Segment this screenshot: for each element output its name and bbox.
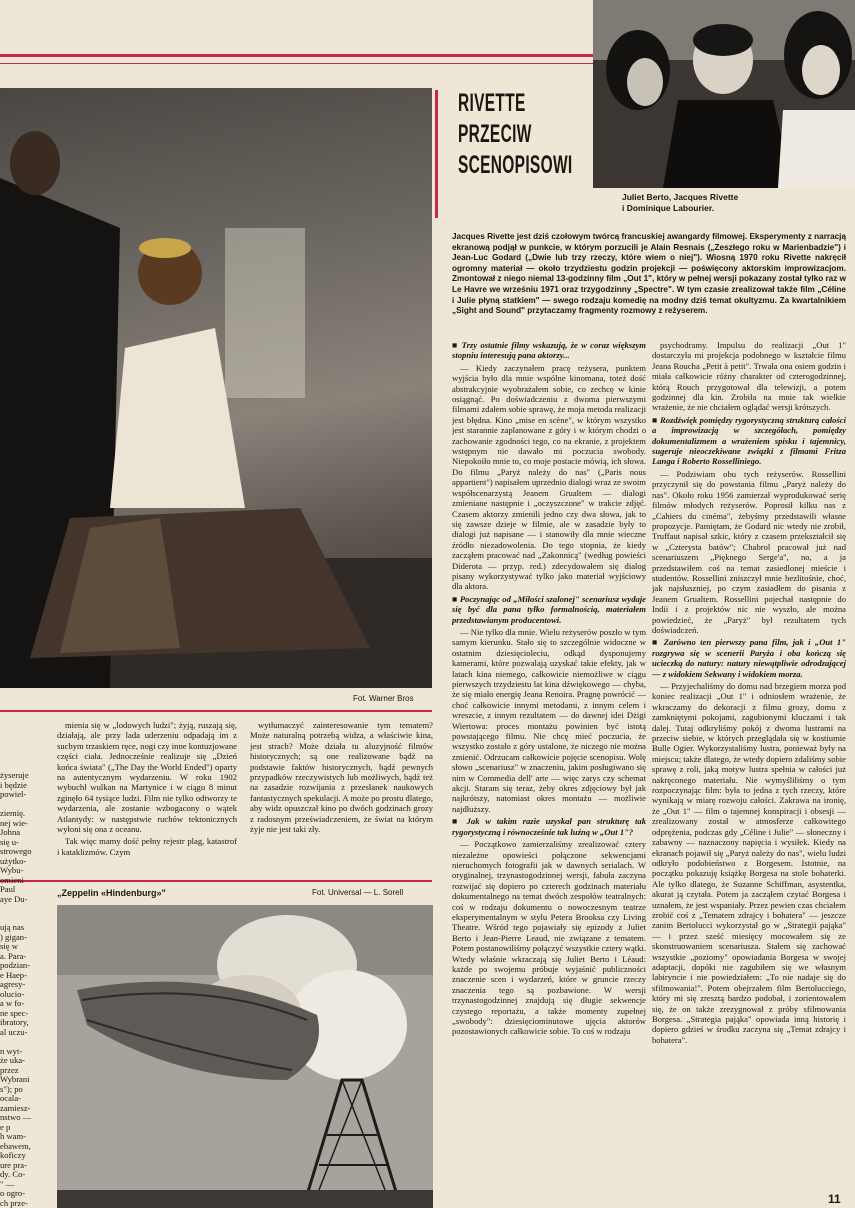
cut-line [0,799,40,809]
cut-line: przez [0,1064,19,1075]
cut-line: e Haep- [0,969,27,980]
zeppelin-red-rule [0,710,432,712]
cut-line: ebawem, [0,1140,31,1151]
cut-line: a w fo- [0,998,25,1008]
cut-line: ują nas [0,922,25,932]
page-number: 11 [828,1192,841,1206]
cut-line: ) gigan- [0,931,27,942]
paragraph: wytłumaczyć zainteresowanie tym tematem? Może naturalną potrzebą widza, a właściwie kina, jest strach? Może działa tu aluzyjność filmów historycznych; są one realizowane bądź na podstawie faktów historycznych, bądź pewnych przypadków rzeczywistych lub możliwych, bądź też na zasadzie rozwijania z przesłanek naukowych fantastycznych spekulacji. A może po prostu dlatego, aby widz opuszczał kino po dwóch godzinach grozy z radosnym przeświadczeniem, że świat na którym żyje nie jest taki zły. [250,720,433,835]
cut-line: się w [0,941,18,951]
cut-line: i będzie [0,779,27,790]
cut-line: ocala- [0,1093,21,1103]
cut-line: ziemię. [0,808,26,818]
cut-line: a. Para- [0,950,27,961]
cut-line: dy. Co- [0,1169,26,1179]
cut-line: strowego [0,846,32,856]
cut-line: się u- [0,836,19,847]
bottom-red-rule [0,880,432,882]
cut-line: agresy- [0,979,26,989]
cut-line: s"); po [0,1083,23,1094]
interview-question: ■ Trzy ostatnie filmy wskazują, że w coraz większym stopniu interesują pana aktorzy... [452,340,646,361]
paragraph: mienia się w „lodowych ludzi"; żyją, ruszają się, działają, ale przy lada uderzeniu odpadają im z suchym trzaskiem ręce, nogi czy inne kontuzjowane części ciała. Jednocześnie realizuje się „Dzień końca świata" („The Day the World Ended") oparty na autentycznym wydarzeniu. W roku 1902 wybuchł wulkan na Martynice i w ciągu 8 minut zginęło 64 tysiące ludzi. Film nie tylko odtworzy te wydarzenia, ale zostanie wzbogacony o wątek Atlantydy: w następstwie ruchów tektonicznych wyłoni się ona z oceanu. [57,720,237,835]
zeppelin-credit: Fot. Universal — L. Sorell [312,888,404,897]
interview-answer: — Podziwiam obu tych reżyserów. Rossellini przyczynił się do powstania filmu „Paryż należy do nas". Około roku 1956 zamierzał wyprodukować serię filmów młodych reżyserów. Poprosił kilku nas z „Cahiers du cinéma", żebyśmy przedstawili własne propozycje. Pamiętam, że Godard nic wtedy nie zrobił, Truffaut napisał szkic, który z czasem przekształcił się w „Czterysta batów"; Chabrol pracował już nad scenariuszem „Pięknego Serge'a", no, a ja przedstawiłem coś na temat zasiedlonej mieście i studentów. Rossellini zniszczył mnie bezlitośnie, choć, jak najsłuszniej, po czym zasiadłem do pisania z Jeanem Grualtem. Rossellini pojechał następnie do Indii i z projektów nic nie wyszło, ale można powiedzieć, że „Paryż" był rezultatem tych doświadczeń. [652,468,846,635]
article-lead: Jacques Rivette jest dziś czołowym twórcą francuskiej awangardy filmowej. Eksperymenty z narracją ekranową podjął w punkcie, w którym porzucili je Alain Resnais („Zeszłego roku w Marienbadzie") i Jean-Luc Godard („Dwie lub trzy rzeczy, które wiem o niej"). Wiosną 1970 roku Rivette nakręcił ogromny materiał — około trzydziestu godzin projekcji — poświęcony aktorskim improwizacjom. Zmontował z niego niemal 13-godzinny film „Out 1", który w pełnej wersji pokazany został tylko raz w Le Havre we wrześniu 1971 oraz trzygodzinny „Spectre". W tym czasie zrealizował także film „Céline i Julie płyną statkiem" — swego rodzaju komedię na modny dziś temat okultyzmu. Za kwartalnikiem „Sight and Sound" przytaczamy fragmenty rozmowy z reżyserem. [452,232,846,316]
top-red-rule [0,54,593,57]
portrait-photo [593,0,855,188]
cut-line: że uka- [0,1055,26,1065]
cut-line: omieni [0,874,24,885]
cut-line [0,903,40,913]
portrait-illustration [593,0,855,188]
cut-line: ne spec- [0,1007,29,1018]
disaster-film-column-1 [57,720,237,870]
interview-column-1 [452,340,646,1208]
article-title-line-2: PRZECIW [458,120,532,148]
cut-line: ch prze- [0,1197,28,1208]
cut-line: koficzy [0,1150,26,1160]
zeppelin-heading: „Zeppelin «Hindenburg»" [57,888,166,898]
interview-column-2 [652,340,846,1192]
cut-line: al uczu- [0,1026,28,1037]
paragraph: Tak więc mamy dość pełny rejestr plag, katastrof i kataklizmów. Czym [57,836,237,857]
cut-line: Wybu- [0,865,24,875]
article-title-line-3: SCENOPISOWI [458,151,573,179]
interview-answer: — Kiedy zaczynałem pracę reżysera, punktem wyjścia było dla mnie wspólne kinomana, toteż dość abstrakcyjnie wyobrażałem sobie, co zechcę w kinie osiągnąć. Po doświadczeniu z dwoma pierwszymi filmami zdałem sobie sprawę, że moja metoda realizacji jest błędna. Kino „mise en scène", w którym wszystko jest starannie zaplanowane z góry i w którym chodzi o zachowanie zgodności tego, co na ekranie, z projektem wstępnym nie dawało mi poczucia swobody. Niepokoiło mnie to, co moje postacie mówią, ich słowa. Do filmu „Paryż należy do nas" („Paris nous appartient") napisałem uprzednio dialogi wraz ze swoim współscenarzystą Jeanem Grualtem — dialogi zmieniane następnie i „oczyszczone" w trakcie zdjęć. Czasem aktorzy zmienili jedno czy dwa słowa, jak to się zawsze dzieje w filmie, ale w zasadzie były to dialogi już napisane — i stanowiły dla mnie wieczne źródło niezadowolenia. Do tego stopnia, że kiedy zacząłem pracować nad „Zakonnicą" (według powieści Diderota — przyp. red.) zdecydowałem się dialog pisany wykorzystywać tylko jako materiał wyjściowy dla aktora. [452,362,646,592]
article-title-line-1: RIVETTE [458,89,526,117]
cut-line: e p [0,1121,11,1132]
interview-answer: psychodramy. Impulsu do realizacji „Out 1" dostarczyła mi projekcja podobnego w kształcie filmu Jeana Roucha „Petit à petit". Trwała ona osiem godzin i miała całkowicie różny charakter od czterogodzinnej, którą Rouch przygotował dla telewizji, a potem godzinnej dla kin. Zrobiła na mnie tak wielkie wrażenie, że nie chciałem oglądać wersji krótszych. [652,340,846,413]
main-photo [0,88,432,688]
cut-line: zamiesz- [0,1102,31,1113]
cut-line: Wybrani [0,1074,30,1084]
zeppelin-photo [57,905,433,1208]
cut-line: h wam- [0,1131,27,1141]
title-red-rule [435,90,438,218]
cut-line: użytko- [0,855,27,866]
disaster-film-column-2 [250,720,433,870]
cut-line: " — [0,1178,15,1189]
cut-line: ibratory, [0,1017,29,1027]
cut-line: aye Du- [0,893,28,904]
interview-question: ■ Rozdźwięk pomiędzy rygorystyczną strukturą całości a improwizacją w szczegółach, pomiędzy dokumentalizmem a wrażeniem spisku i tajemnicy, sugeruje nieoczekiwane związki z filmami Fritza Langa i Roberto Rosselliniego. [652,415,846,467]
cut-line: nstwo — [0,1112,32,1122]
cut-line: podzian- [0,960,31,970]
cut-line: Johna [0,827,21,837]
film-still-illustration [0,88,432,688]
zeppelin-illustration [57,905,433,1208]
cut-line: powiel- [0,789,27,799]
cut-line: n wyt- [0,1045,23,1056]
cut-line: olucio- [0,988,25,999]
interview-answer: — Przyjechaliśmy do domu nad brzegiem morza pod koniec realizacji „Out 1" i odniosłem wrażenie, że wkraczamy do dekoracji z filmu grozy, domu z zamkniętymi pokojami, zagubionymi kluczami i tak dalej. Tutaj odkryliśmy pokój z dwoma lustrami na przeciw siebie, w których przeglądała się w kostiumie Bulle Ogier. Wykorzystaliśmy lustra, ponieważ były na miejscu; także dlatego, że wtedy dopiero zdaliśmy sobie sprawę z roli, jaką motyw lustra spełnia w całości już nakręconego materiału. Nie wymyśliliśmy o tym rozpoczynając film: była to jedna z tych rzeczy, które wynikają w miarę rozwoju całości. Zakrawa na ironię, że „Out 1" — film o tajemnej konspiracji i obsesji — zrealizowany został w atmosferze całkowitego odprężenia, podczas gdy „Céline i Julie" — słoneczny i zabawny — naznaczony napięcia i wysiłek. Kiedy na ekranach pojawił się „Paryż należy do nas", wielu ludzi odkryło podobieństwo z Borgesem. Istotnie, na początku pokazuję książkę Borgesa na stole bohaterki. Ale tylko dlatego, że Suzanne Schiffman, asystentka, akurat ją czytała. Potem ja zacząłem czytać Borgesa i uznałem, że jest wspaniały. Przez pewien czas chciałem zrobić coś z „Tematem zdrajcy i bohatera" — jeszcze zanim Bertolucci wykorzystał go w „Strategii pająka" — i przez sześć miesięcy mocowałem się ze skonstruowaniem scenariusza. Stałem się zachować wszystkie „poziomy" opowiadania Borgesa w swojej adaptacji, dopóki nie zagubiłem się we własnym labiryncie i nie powiedziałem: „To nie nadaje się do sfilmowania!". Potem obejrzałem film Bertolucciego, który mi się zresztą bardzo podobał, i zorientowałem się, że on także zrezygnował z próby sfilmowania Borgesa. „Strategia pająka" opowiada inną historię i dopiero gdzieś w środku zaczyna się „Temat zdrajcy i bohatera". [652,681,846,1045]
portrait-caption-line-1: Juliet Berto, Jacques Rivette [622,192,739,202]
cut-line [0,1036,40,1046]
cut-line: o ogro- [0,1188,26,1198]
interview-answer: — Początkowo zamierzaliśmy zrealizować cztery niezależne opowieści połączone sekwencjami nieruchomych fotografii jak w dawnych serialach. W oryginalnej, trzynastogodzinnej wersji, fabuła zaczyna rozwijać się dopiero po czterech godzinach materiału dokumentalnego na temat dwóch zespołów teatralnych: coś w rodzaju dokumentu o nowoczesnym teatrze eksperymentalnym w stylu Petera Brooksa czy Living Theatre. Wśród tego pojawiały się epizody z Juliet Berto i Jean-Pierre Leaud, nie związane z tematem. Potem postanowiliśmy połączyć wszystkie cztery wątki. Wtedy właśnie wkraczają się Juliet Berto i Léaud: każde po swojemu próbuje wyjaśnić publiczności znaczenie scen i wydarzeń, które w gruncie rzeczy znaczenia tego są pozbawione. W wersji trzynastogodzinnej znajdują się długie sekwencje czystego reportażu, a także momenty zupełnej „swobody": dziesięciominutowe ujęcia aktorów pozostawionych całkowicie sobie. To coś w rodzaju [452,839,646,1037]
interview-question: ■ Jak w takim razie uzyskał pan strukturę tak rygorystyczną i równocześnie tak luźną w „Out 1"? [452,816,646,837]
interview-question: ■ Poczynając od „Miłości szalonej" scenariusz wydaje się być dla pana tylko formalnością, materiałem przedstawianym producentowi. [452,594,646,625]
cut-line: ure pra- [0,1159,27,1170]
interview-answer: — Nie tylko dla mnie. Wielu reżyserów poszło w tym samym kierunku. Stało się to szczególnie widoczne w ostatnim dziesięcioleciu, odkąd dysponujemy kamerami, które pozwalają uzyskać takie efekty, jak w latach kina niemego, całkowicie niemożliwe w ciągu pierwszych trzydziestu lat kina dźwiękowego — chyba, że się miało energię Jeana Renoira. Pragnę powrócić — choć całkowicie innymi metodami, z innym celem i wreszcie, z innym rezultatem — do dawnej idei Dżigi Wiertowa: proces montażu powinien być istotą powstającego filmu. Nie chcę mieć poczucia, że wszystko zostało z góry ustalone, że niczego nie można zmienić. Odrzucam całkowicie pojęcie scenopisu. Wolę słowo „scenariusz" w znaczeniu, jakim posługiwano się nim w Commedia dell' arte — więc zarys czy schemat akcji. Staram się teraz, żeby okres zdjęciowy był jak najkrótszy, natomiast okres montażu — możliwie najdłuższy. [452,626,646,814]
cut-line: żyseruje [0,770,29,780]
cut-line [0,913,40,923]
portrait-caption-line-2: i Dominique Labourier. [622,203,715,213]
top-red-rule-thin [0,63,593,64]
cut-line: Paul [0,884,16,894]
main-photo-credit: Fot. Warner Bros [353,694,414,703]
cut-line: nej wie- [0,817,28,828]
interview-question: ■ Zarówno ten pierwszy pana film, jak i „Out 1" rozgrywa się w scenerii Paryża i oba kończą się ucieczką do natury: natury niewątpliwie odrodzającej — z widokiem Sekwany i widokiem morza. [652,637,846,679]
left-cut-column [0,770,40,1208]
